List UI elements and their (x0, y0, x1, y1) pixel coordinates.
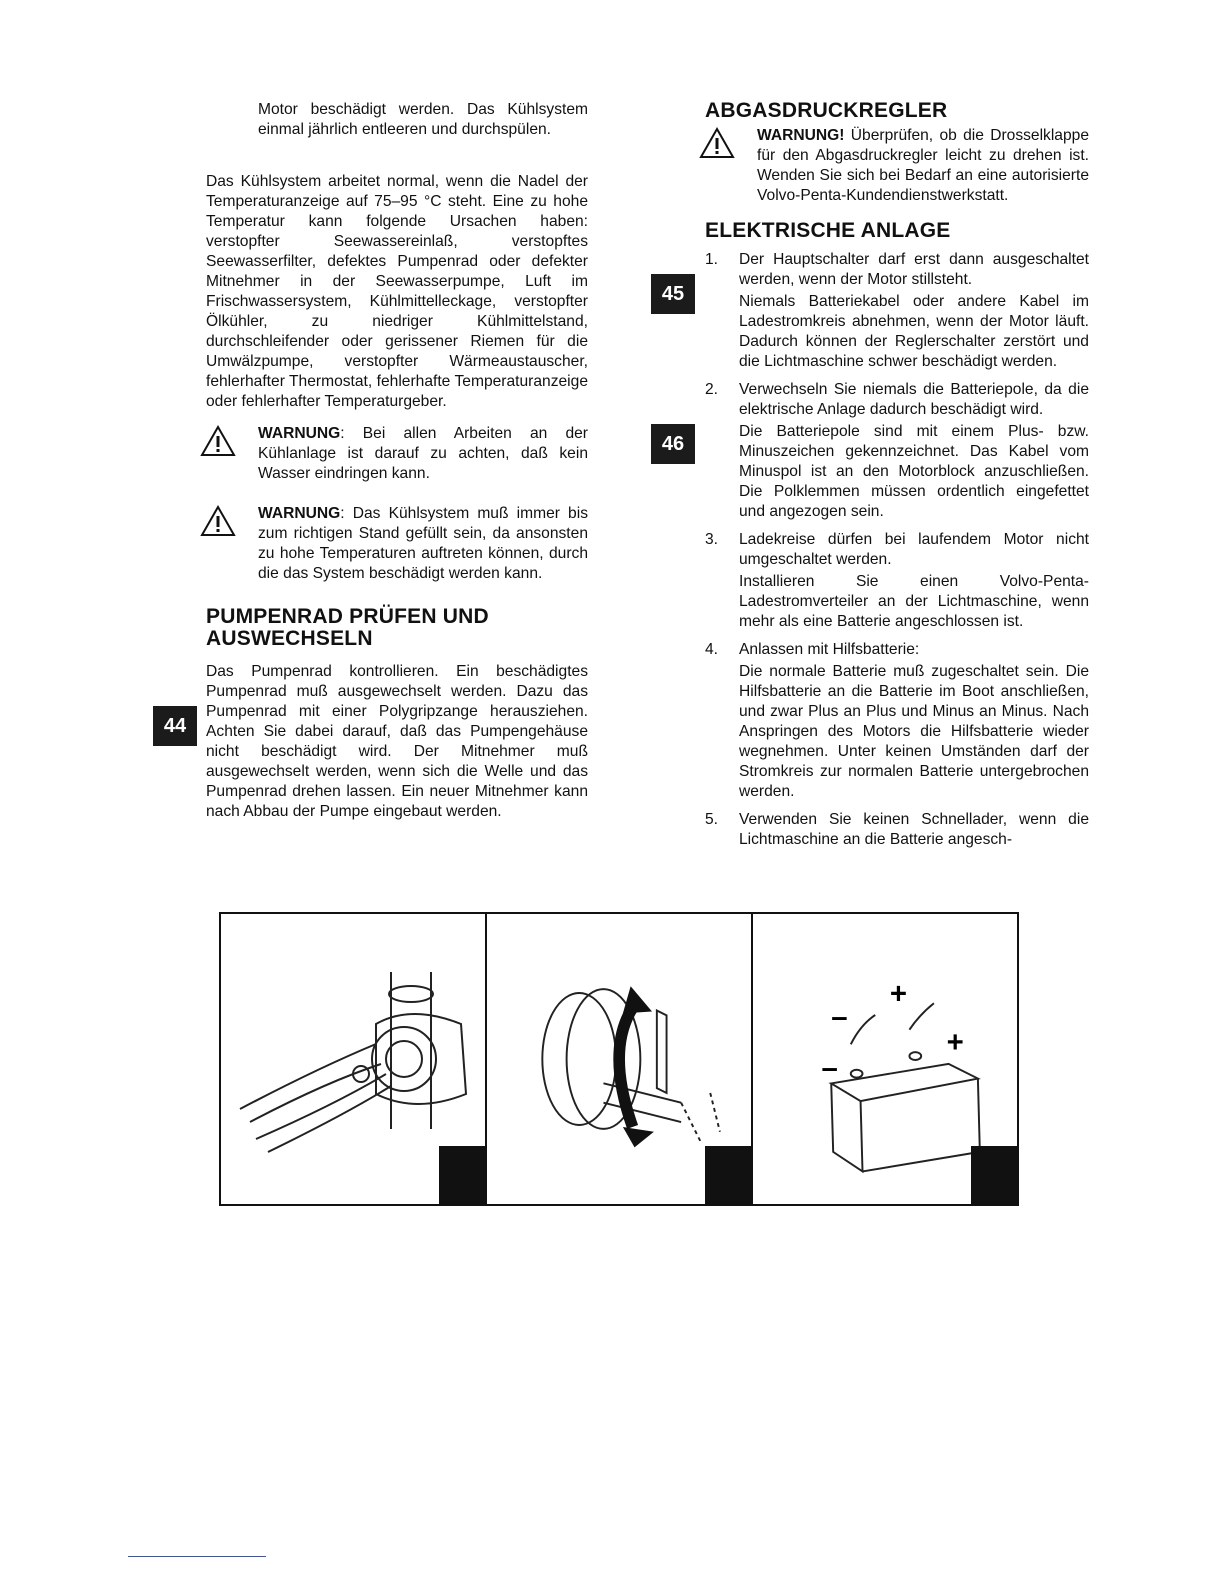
warning-icon (200, 505, 236, 537)
list-item (705, 250, 1089, 372)
figure-corner-block (439, 1146, 485, 1204)
warning-label-2: WARNUNG (258, 505, 341, 522)
figure-badge-45: 45 (651, 274, 695, 314)
figure-corner-block (971, 1146, 1017, 1204)
list-item (705, 640, 1089, 802)
warning-icon (200, 425, 236, 457)
impeller-paragraph: Das Pumpenrad kontrollieren. Ein beschädigtes Pumpenrad muß ausgewechselt werden. Dazu das Pumpenrad mit einer Polygripzange herausziehen. Achten Sie dabei darauf, daß das Pumpengehäuse nicht beschädigt wird. Der Mitnehmer muß ausgewechselt werden, wenn sich die Welle und das Pumpenrad drehen lassen. Ein neuer Mitnehmer kann nach Abbau der Pumpe eingebaut werden. (206, 663, 588, 820)
warning-label-1: WARNUNG (258, 425, 341, 442)
list-item (705, 810, 1089, 850)
list-item-text: Anlassen mit Hilfsbatterie: (739, 641, 920, 658)
figure-corner-block (705, 1146, 751, 1204)
list-number: 1. (705, 251, 719, 268)
warning-text-3: Überprüfen, ob die Drosselklappe für den Abgasdruckregler leicht zu drehen ist. Wenden Sie sich bei Bedarf an eine autorisierte Volvo-Penta-Kundendienstwerkstatt. (757, 127, 1089, 204)
warning-text-2: : Das Kühlsystem muß immer bis zum richtigen Stand gefüllt sein, da ansonsten zu hohe Temperaturen auftreten können, durch die das System beschädigt werden kann. (258, 505, 588, 582)
list-item (705, 530, 1089, 632)
figure-impeller-pliers (221, 914, 487, 1204)
list-item-detail: Niemals Batteriekabel oder andere Kabel im Ladestromkreis abnehmen, wenn der Motor läuft. Dadurch können der Reglerschalter zerstört und die Lichtmaschine schwer beschädigt werden. (739, 293, 1089, 370)
figure-battery (753, 914, 1017, 1204)
intro-text: Motor beschädigt werden. Das Kühlsystem einmal jährlich entleeren und durchspülen. (258, 101, 588, 138)
minus-sign: – (831, 1000, 848, 1034)
list-item-text: Verwenden Sie keinen Schnellader, wenn die Lichtmaschine an die Batterie angesch- (739, 811, 1089, 848)
list-number: 2. (705, 381, 719, 398)
list-item-detail: Die Batteriepole sind mit einem Plus- bzw. Minuszeichen gekennzeichnet. Das Kabel vom Minuspol ist an den Motorblock anzuschließen. Die Polklemmen müssen ordentlich eingefettet und angezogen sein. (739, 423, 1089, 520)
section-heading-electric: ELEKTRISCHE ANLAGE (705, 219, 951, 242)
warning-text-1: : Bei allen Arbeiten an der Kühlanlage ist darauf zu achten, daß kein Wasser eindringen kann. (258, 425, 588, 482)
plus-sign: + (889, 977, 908, 1011)
warning-block-3 (705, 126, 1089, 206)
warning-block-2 (206, 504, 588, 584)
warning-label-3: WARNUNG! (757, 127, 845, 144)
electric-list (705, 250, 1089, 850)
minus-sign: – (821, 1051, 838, 1085)
list-number: 3. (705, 531, 719, 548)
list-item-text: Verwechseln Sie niemals die Batteriepole, da die elektrische Anlage dadurch beschädigt wird. (739, 381, 1089, 418)
list-item (705, 380, 1089, 522)
list-number: 4. (705, 641, 719, 658)
warning-icon (699, 127, 735, 159)
list-item-detail: Die normale Batterie muß zugeschaltet sein. Die Hilfsbatterie an die Batterie im Boot anschließen, und zwar Plus an Plus und Minus an Minus. Nach Anspringen des Motors die Hilfsbatterie wieder wegnehmen. Unter keinen Umständen darf der Stromkreis zur normalen Batterie untergebrochen werden. (739, 663, 1089, 800)
list-item-text: Der Hauptschalter darf erst dann ausgeschaltet werden, wenn der Motor stillsteht. (739, 251, 1089, 288)
warning-block-1 (206, 424, 588, 484)
right-column (705, 100, 1089, 850)
list-number: 5. (705, 811, 719, 828)
section-heading-impeller: PUMPENRAD PRÜFEN UND AUSWECHSELN (206, 605, 489, 650)
list-item-detail: Installieren Sie einen Volvo-Penta-Ladestromverteiler an der Lichtmaschine, wenn mehr als eine Batterie angeschlossen ist. (739, 573, 1089, 630)
figure-badge-44: 44 (153, 706, 197, 746)
left-column (206, 100, 588, 822)
figure-strip (219, 912, 1019, 1206)
list-item-text: Ladekreise dürfen bei laufendem Motor nicht umgeschaltet werden. (739, 531, 1089, 568)
figure-badge-46: 46 (651, 424, 695, 464)
section-heading-exhaust: ABGASDRUCKREGLER (705, 99, 948, 122)
plus-sign: + (946, 1026, 964, 1060)
figure-shaft-rotate (487, 914, 753, 1204)
cooling-paragraph: Das Kühlsystem arbeitet normal, wenn die Nadel der Temperaturanzeige auf 75–95 °C steht. Eine zu hohe Temperatur kann folgende Ursachen haben: verstopfter Seewassereinlaß, verstopftes Seewasserfilter, defektes Pumpenrad oder defekter Mitnehmer in der Seewasserpumpe, Luft im Frischwassersystem, Kühlmittelleckage, verstopfter Ölkühler, zu niedriger Kühlmittelstand, durchschleifender oder gerissener Riemen für die Umwälzpumpe, verstopfter Wärmeaustauscher, fehlerhafter Thermostat, fehlerhafte Temperaturanzeige oder fehlerhafter Temperaturgeber. (206, 173, 588, 410)
footer-rule (128, 1556, 266, 1557)
